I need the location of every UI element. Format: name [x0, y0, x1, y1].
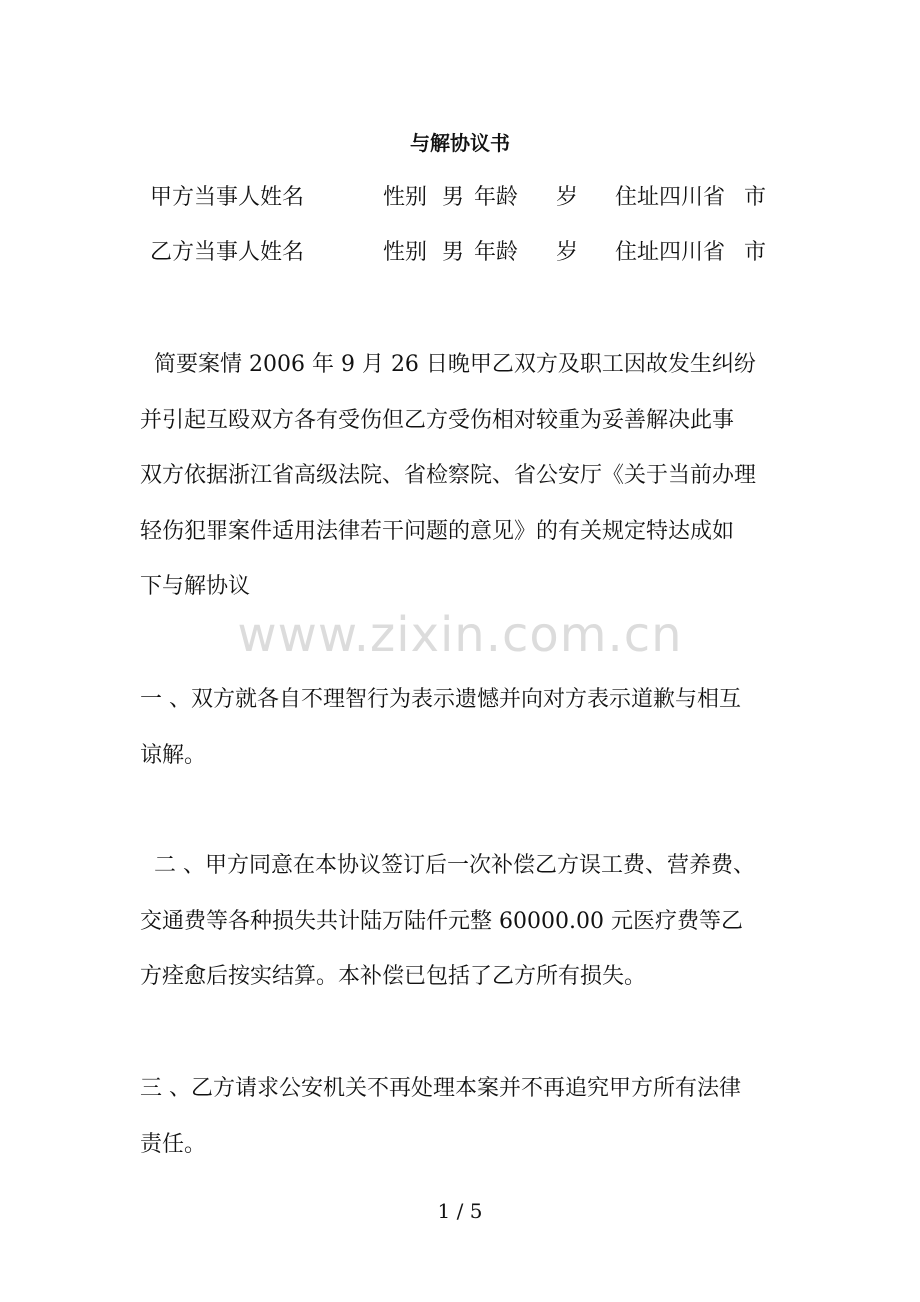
party-b-row	[0, 236, 920, 270]
party-a-label: 甲方当事人姓名	[150, 185, 305, 210]
party-a-gender-label: 性别	[383, 185, 428, 210]
page-number: 1 / 5	[437, 1199, 483, 1223]
party-a-age-label: 年龄	[474, 185, 519, 210]
party-a-address-label: 住址四川省	[615, 185, 726, 210]
party-a-city-unit: 市	[744, 185, 767, 210]
clause-1-paragraph: 一 、双方就各自不理智行为表示遗憾并向对方表示道歉与相互 谅解。	[140, 687, 741, 768]
document-title: 与解协议书	[410, 131, 510, 155]
party-a-gender: 男	[442, 185, 465, 210]
party-a-row	[0, 181, 920, 215]
party-b-city-unit: 市	[744, 240, 767, 265]
party-b-gender: 男	[442, 240, 465, 265]
party-a-age-unit: 岁	[556, 185, 579, 210]
party-b-age-unit: 岁	[556, 240, 579, 265]
party-b-gender-label: 性别	[383, 240, 428, 265]
clause-3-paragraph: 三 、乙方请求公安机关不再处理本案并不再追究甲方所有法律 责任。	[140, 1076, 741, 1157]
case-summary-paragraph: 简要案情 2006 年 9 月 26 日晚甲乙双方及职工因故发生纠纷 并引起互殴双方各有受伤但乙方受伤相对较重为妥善解决此事 双方依据浙江省高级法院、省检察院、省公安厅《关于当前办理 轻伤犯罪案件适用法律若干问题的意见》的有关规定特达成如 下与解协议	[140, 352, 757, 600]
party-b-label: 乙方当事人姓名	[150, 240, 305, 265]
clause-2-paragraph: 二 、甲方同意在本协议签订后一次补偿乙方误工费、营养费、 交通费等各种损失共计陆万陆仟元整 60000.00 元医疗费等乙 方痊愈后按实结算。本补偿已包括了乙方所有损失。	[140, 853, 755, 990]
party-b-address-label: 住址四川省	[615, 240, 726, 265]
party-b-age-label: 年龄	[474, 240, 519, 265]
watermark: www.zixin.com.cn	[237, 607, 683, 663]
